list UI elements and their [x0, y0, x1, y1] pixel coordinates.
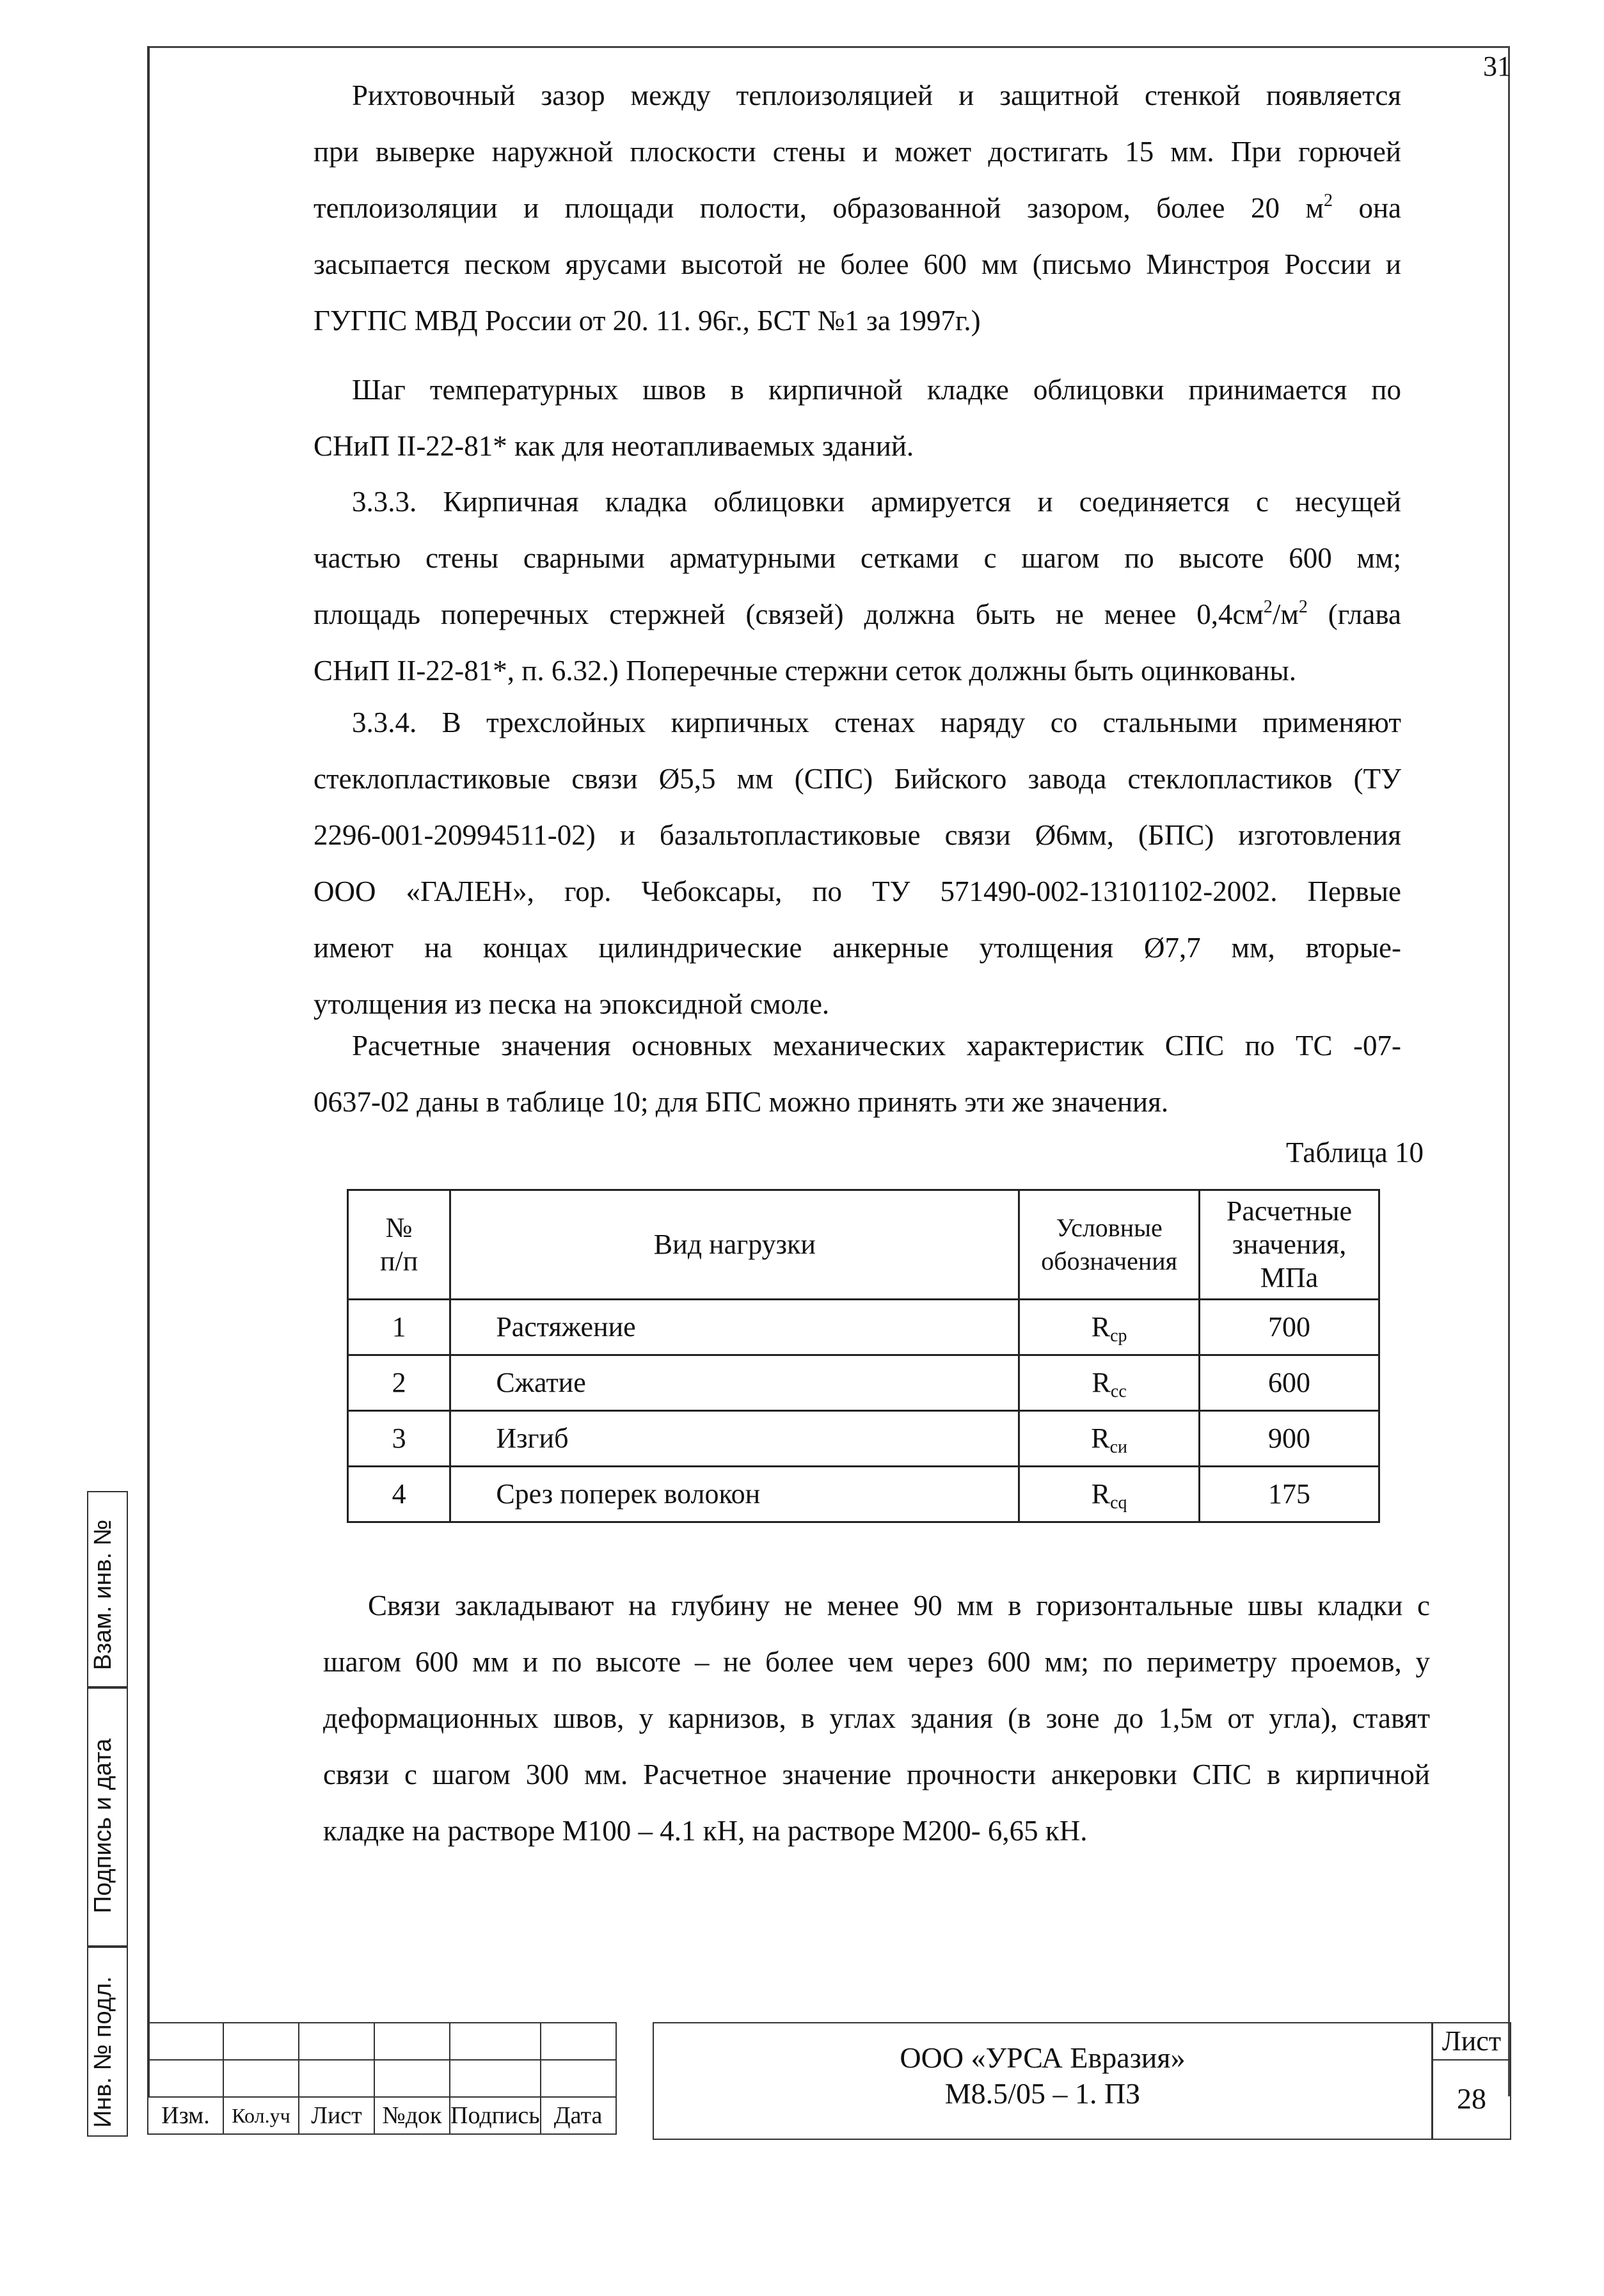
- text-line: стеклопластиковые связи Ø5,5 мм (СПС) Бийского завода стеклопластиков (ТУ: [314, 763, 1401, 795]
- cell-sym: $R_{cp}$: [1019, 1300, 1199, 1355]
- frame-right-border: [1508, 46, 1510, 2096]
- cell-val: 900: [1199, 1411, 1379, 1467]
- text-line: 3.3.3. Кирпичная кладка облицовки армируется и соединяется с несущей: [352, 486, 1401, 518]
- cell-sym: $R_{cи}$: [1019, 1411, 1199, 1467]
- table-row: [348, 1300, 1379, 1355]
- cell-val: 175: [1199, 1467, 1379, 1522]
- stamp-col-izm: Изм.: [148, 2097, 223, 2134]
- paragraph-1: [314, 67, 1401, 349]
- text-line: засыпается песком ярусами высотой не более 600 мм (письмо Минстроя России и: [314, 248, 1401, 280]
- stamp-col-data: Дата: [541, 2097, 616, 2134]
- cell-vid: Растяжение: [450, 1300, 1019, 1355]
- cell-no: 1: [348, 1300, 450, 1355]
- text-line: 0637-02 даны в таблице 10; для БПС можно принять эти же значения.: [314, 1086, 1169, 1118]
- text-line: 2296-001-20994511-02) и базальтопластиковые связи Ø6мм, (БПС) изготовления: [314, 819, 1401, 851]
- cell-no: 4: [348, 1467, 450, 1522]
- cell-sym: $R_{cq}$: [1019, 1467, 1199, 1522]
- table-caption: Таблица 10: [1286, 1136, 1424, 1168]
- table-10: [347, 1189, 1380, 1523]
- text-line: шагом 600 мм и по высоте – не более чем через 600 мм; по периметру проемов, у: [323, 1646, 1430, 1678]
- cell-val: 700: [1199, 1300, 1379, 1355]
- paragraph-2: [314, 362, 1401, 474]
- stamp-company: ООО «УРСА Евразия»: [900, 2041, 1186, 2074]
- table-row: [348, 1355, 1379, 1411]
- header-no: № п/п: [348, 1190, 450, 1300]
- text-line: площадь поперечных стержней (связей) должна быть не менее $0,4см^2/м^2$ (глава: [314, 597, 1401, 630]
- text-line: утолщения из песка на эпоксидной смоле.: [314, 988, 830, 1020]
- binding-label-inv: Инв. № подл.: [90, 1976, 116, 2128]
- text-line: теплоизоляции и площади полости, образованной зазором, более 20 $м^2$ она: [314, 191, 1402, 224]
- text-line: Связи закладывают на глубину не менее 90 мм в горизонтальные швы кладки с: [368, 1590, 1430, 1622]
- paragraph-4: [314, 694, 1401, 1032]
- text-line: Шаг температурных швов в кирпичной кладке облицовки принимается по: [352, 374, 1401, 406]
- frame-left-border: [147, 46, 150, 2096]
- text-line: ООО «ГАЛЕН», гор. Чебоксары, по ТУ 571490-002-13101102-2002. Первые: [314, 875, 1401, 907]
- stamp-col-kolich: Кол.уч: [223, 2097, 299, 2134]
- paragraph-6: [323, 1577, 1430, 1859]
- stamp-col-list: Лист: [299, 2097, 374, 2134]
- cell-vid: Изгиб: [450, 1411, 1019, 1467]
- text-line: кладке на растворе М100 – 4.1 кН, на растворе М200- 6,65 кН.: [323, 1815, 1088, 1847]
- paragraph-3: [314, 474, 1401, 699]
- cell-vid: Сжатие: [450, 1355, 1019, 1411]
- stamp-code: М8.5/05 – 1. ПЗ: [944, 2077, 1141, 2110]
- text-line: частью стены сварными арматурными сетками с шагом по высоте 600 мм;: [314, 542, 1401, 574]
- header-sym: Условные обозначения: [1019, 1190, 1199, 1300]
- frame-top-border: [147, 46, 1508, 48]
- text-line: связи с шагом 300 мм. Расчетное значение прочности анкеровки СПС в кирпичной: [323, 1758, 1430, 1790]
- stamp-col-podpis: Подпись: [450, 2097, 541, 2134]
- header-vid: Вид нагрузки: [450, 1190, 1019, 1300]
- table-row: [348, 1411, 1379, 1467]
- binding-label-vzam: Взам. инв. №: [90, 1519, 116, 1670]
- cell-sym: $R_{cc}$: [1019, 1355, 1199, 1411]
- stamp-title: [653, 2022, 1433, 2140]
- table-row: [348, 1467, 1379, 1522]
- stamp-sheet: [1432, 2022, 1511, 2140]
- text-line: СНиП II-22-81* как для неотапливаемых зданий.: [314, 430, 914, 462]
- stamp-sheet-label: Лист: [1433, 2023, 1510, 2061]
- header-val: Расчетные значения, МПа: [1199, 1190, 1379, 1300]
- paragraph-5: [314, 1017, 1401, 1130]
- text-line: имеют на концах цилиндрические анкерные утолщения Ø7,7 мм, вторые-: [314, 932, 1401, 964]
- page-number: 31: [1483, 51, 1511, 82]
- text-line: деформационных швов, у карнизов, в углах здания (в зоне до 1,5м от угла), ставят: [323, 1702, 1430, 1734]
- binding-label-podpis: Подпись и дата: [90, 1738, 116, 1913]
- table-header-row: [348, 1190, 1379, 1300]
- cell-val: 600: [1199, 1355, 1379, 1411]
- cell-vid: Срез поперек волокон: [450, 1467, 1019, 1522]
- stamp-revision-grid: [147, 2022, 617, 2135]
- title-block: [147, 2022, 1510, 2137]
- cell-no: 2: [348, 1355, 450, 1411]
- text-line: Расчетные значения основных механических характеристик СПС по ТС -07-: [352, 1030, 1401, 1062]
- text-line: 3.3.4. В трехслойных кирпичных стенах наряду со стальными применяют: [352, 706, 1401, 738]
- text-line: ГУГПС МВД России от 20. 11. 96г., БСТ №1 за 1997г.): [314, 305, 981, 337]
- text-line: Рихтовочный зазор между теплоизоляцией и защитной стенкой появляется: [352, 79, 1401, 111]
- text-line: при выверке наружной плоскости стены и может достигать 15 мм. При горючей: [314, 136, 1401, 168]
- stamp-col-ndok: №док: [374, 2097, 450, 2134]
- text-line: СНиП II-22-81*, п. 6.32.) Поперечные стержни сеток должны быть оцинкованы.: [314, 655, 1296, 687]
- stamp-sheet-number: 28: [1457, 2082, 1486, 2115]
- cell-no: 3: [348, 1411, 450, 1467]
